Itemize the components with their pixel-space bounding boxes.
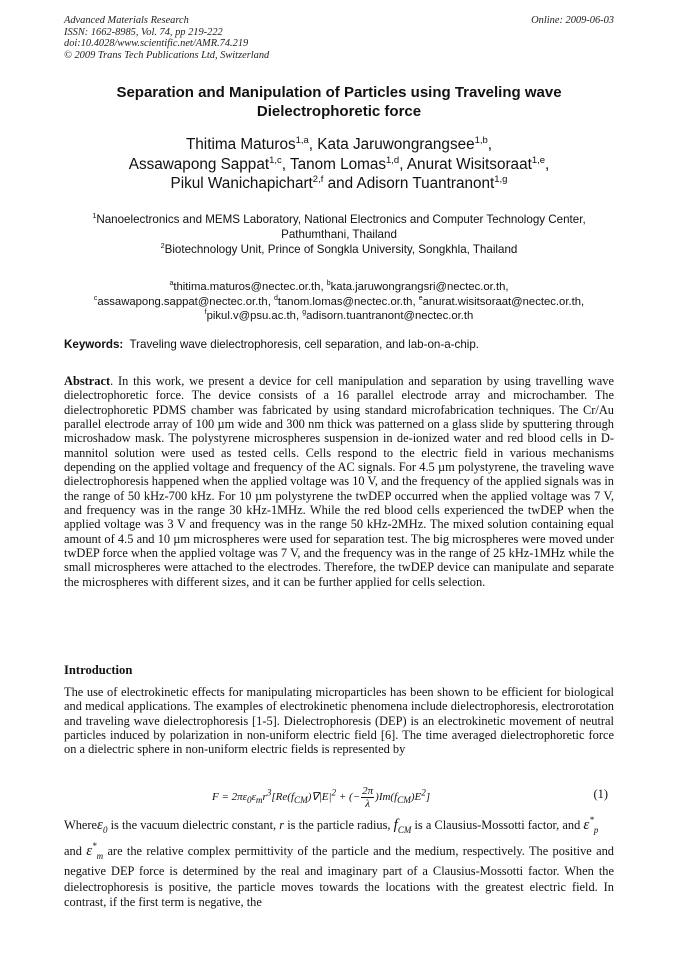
online-date: Online: 2009-06-03 [531, 15, 614, 26]
text: is a Clausius-Mossotti factor, and [414, 818, 581, 832]
fcm-symbol: $f_{CM}$ [393, 817, 412, 835]
author-name: Anurat Wisitsoraat [406, 155, 532, 173]
email-list [64, 280, 614, 324]
author-name: Tanom Lomas [289, 155, 387, 173]
author-name: Kata Jaruwongrangsee [317, 136, 475, 153]
author-sup: 1,b [474, 134, 488, 146]
r-symbol: r [279, 818, 285, 832]
title-line-1: Separation and Manipulation of Particles using Traveling wave [116, 84, 562, 101]
author-sup: 1,c [269, 154, 282, 166]
affil-text: Biotechnology Unit, Prince of Songkla University, Songkhla, Thailand [164, 242, 518, 256]
email-link[interactable]: pikul.v@psu.ac.th [206, 310, 296, 323]
section-heading: Introduction [64, 663, 133, 677]
affiliation-2 [64, 240, 614, 258]
keywords-label: Keywords: [64, 338, 124, 351]
title-line-2: Dielectrophoretic force [256, 103, 422, 120]
email-link[interactable]: kata.jaruwongrangsri@nectec.or.th [330, 281, 506, 293]
epsilon0-symbol: $\varepsilon_0$ [97, 817, 108, 835]
affiliation-1 [64, 213, 614, 228]
affil-sup: 2 [160, 240, 165, 250]
issn: ISSN: 1662-8985, Vol. 74, pp 219-222 [64, 26, 223, 38]
author-line-3 [64, 174, 614, 194]
equation-1 [64, 783, 614, 813]
epsilon-p-symbol: $\varepsilon^*_p$ [583, 815, 599, 835]
intro-paragraph-cont [64, 813, 614, 911]
text: are the relative complex permittivity of the particle and the medium, respectively. The positive and negative DEP force is determined by the real and imaginary part of a Clausius-Mossotti factor. When the dielectrophoresis is positive, the particle moves towards the locations with the greatest electric field. In contrast, if the first term is negative, the [64, 843, 614, 910]
text: is the particle radius, [287, 818, 391, 832]
affiliations [64, 213, 614, 257]
email-link[interactable]: thitima.maturos@nectec.or.th [173, 281, 321, 293]
doi: doi:10.4028/www.scientific.net/AMR.74.219 [64, 38, 249, 50]
email-link[interactable]: adisorn.tuantranont@nectec.or.th [306, 310, 474, 323]
affil-sup: 1 [92, 211, 97, 221]
author-name: Adisorn Tuantranont [356, 175, 495, 192]
journal-header [64, 15, 269, 61]
author-and: and [327, 175, 354, 192]
text: and [64, 843, 82, 858]
email-link[interactable]: tanom.lomas@nectec.or.th [277, 295, 413, 308]
journal-name: Advanced Materials Research [64, 15, 189, 26]
author-line-2: Assawapong Sappat$^{1,c}$, Tanom Lomas$^{1,d}$, Anurat Wisitsoraat$^{1,e}$, [128, 154, 550, 173]
author-sup: 1,g [494, 173, 508, 185]
author-sup: 1,d [386, 154, 400, 166]
text: is the vacuum dielectric constant, [110, 818, 277, 832]
affiliation-1-cont: Pathumthani, Thailand [281, 227, 397, 241]
author-sup: 1,a [295, 134, 309, 146]
intro-paragraph: The use of electrokinetic effects for manipulating microparticles has been shown to be efficient for biological and medical applications. The examples of electrokinetic phenomena include dielectrophoresis, electrorotation and traveling wave dielectrophoresis [1-5]. Dielectrophoresis (DEP) is an electrokinetic movement of neutral particles induced by polarization in non-uniform electric field [6]. The time averaged dielectrophoretic force on a dielectric sphere in non-uniform electric fields is represented by [64, 685, 614, 757]
author-name: Thitima Maturos [185, 136, 296, 153]
keywords-text: Traveling wave dielectrophoresis, cell separation, and lab-on-a-chip. [129, 338, 480, 351]
email-line-3: $^f$pikul.v@psu.ac.th, $^g$adisorn.tuantranont@nectec.or.th [204, 309, 474, 323]
paper-title [64, 83, 614, 121]
author-sup: 1,e [531, 154, 545, 166]
equation-number: (1) [593, 787, 608, 801]
email-line-2: $^c$assawapong.sappat@nectec.or.th, $^d$tanom.lomas@nectec.or.th, $^e$anurat.wisitsoraat@nectec.or.th, [93, 294, 585, 308]
author-name: Assawapong Sappat [128, 155, 270, 173]
abstract-text: . In this work, we present a device for cell manipulation and separation by using travelling wave dielectrophoretic force. The device consists of a 16 parallel electrode array and microchamber. The dielectrophoretic PDMS chamber was fabricated by using standard microfabrication techniques. The Cr/Au parallel electrode array of 100 µm wide and 300 nm thick was patterned on a glass slide by sputtering through microshadow mask. The polystyrene microspheres suspension in de-ionized water and red blood cells in D-mannitol solution were used as tested cells. Cells respond to the electric field in various mechanisms depending on the applied voltage and frequency of the AC signals. For 4.5 µm polystyrene, the traveling wave dielectrophoresis happened when the applied voltage was 10 V, and the frequency of the applied signals was in the range of 50 kHz-700 kHz. For 10 µm polystyrene the twDEP occurred when the applied voltage was 7 V, and frequency was in the range 30 kHz-1MHz. While the red blood cells experienced the twDEP when the applied voltage was 3 V and frequency was in the range 50 kHz-2MHz. The mixed solution containing equal amount of 4.5 and 10 µm microspheres were used for separation test. The big microspheres were moved under twDEP force when the applied voltage was 7 V, and the frequency was in the range of 25 kHz-1MHz while the small microspheres were attached to the electrodes. Therefore, the twDEP device can manipulate and separate the microspheres with different sizes, and it can be further applied for cells selection. [64, 374, 614, 589]
text: Where [64, 818, 98, 832]
keywords [64, 338, 614, 352]
copyright: © 2009 Trans Tech Publications Ltd, Switzerland [64, 49, 270, 61]
email-link[interactable]: anurat.wisitsoraat@nectec.or.th [422, 295, 582, 308]
email-link[interactable]: assawapong.sappat@nectec.or.th [97, 295, 268, 308]
author-list [64, 135, 614, 194]
affil-text: Nanoelectronics and MEMS Laboratory, National Electronics and Computer Technology Center, [96, 213, 586, 226]
epsilon-m-symbol: $\varepsilon^*_m$ [86, 840, 104, 861]
abstract [64, 374, 614, 589]
author-sup: 2,f [312, 173, 324, 185]
abstract-label: Abstract [64, 374, 111, 388]
email-line-1: $^a$thitima.maturos@nectec.or.th, $^b$kata.jaruwongrangsri@nectec.or.th, [169, 280, 509, 293]
dep-force-formula: $F = 2\pi\varepsilon_0\varepsilon_mr^3[Re(f_{CM})\nabla|E|^2$ + (− $\frac{2\pi}{\lambda}$ )$Im(f_{CM})E^2$] [212, 785, 431, 810]
author-line-1: Thitima Maturos$^{1,a}$, Kata Jaruwongrangsee$^{1,b}$, [185, 134, 493, 153]
author-name: Pikul Wanichapichart [170, 175, 313, 192]
